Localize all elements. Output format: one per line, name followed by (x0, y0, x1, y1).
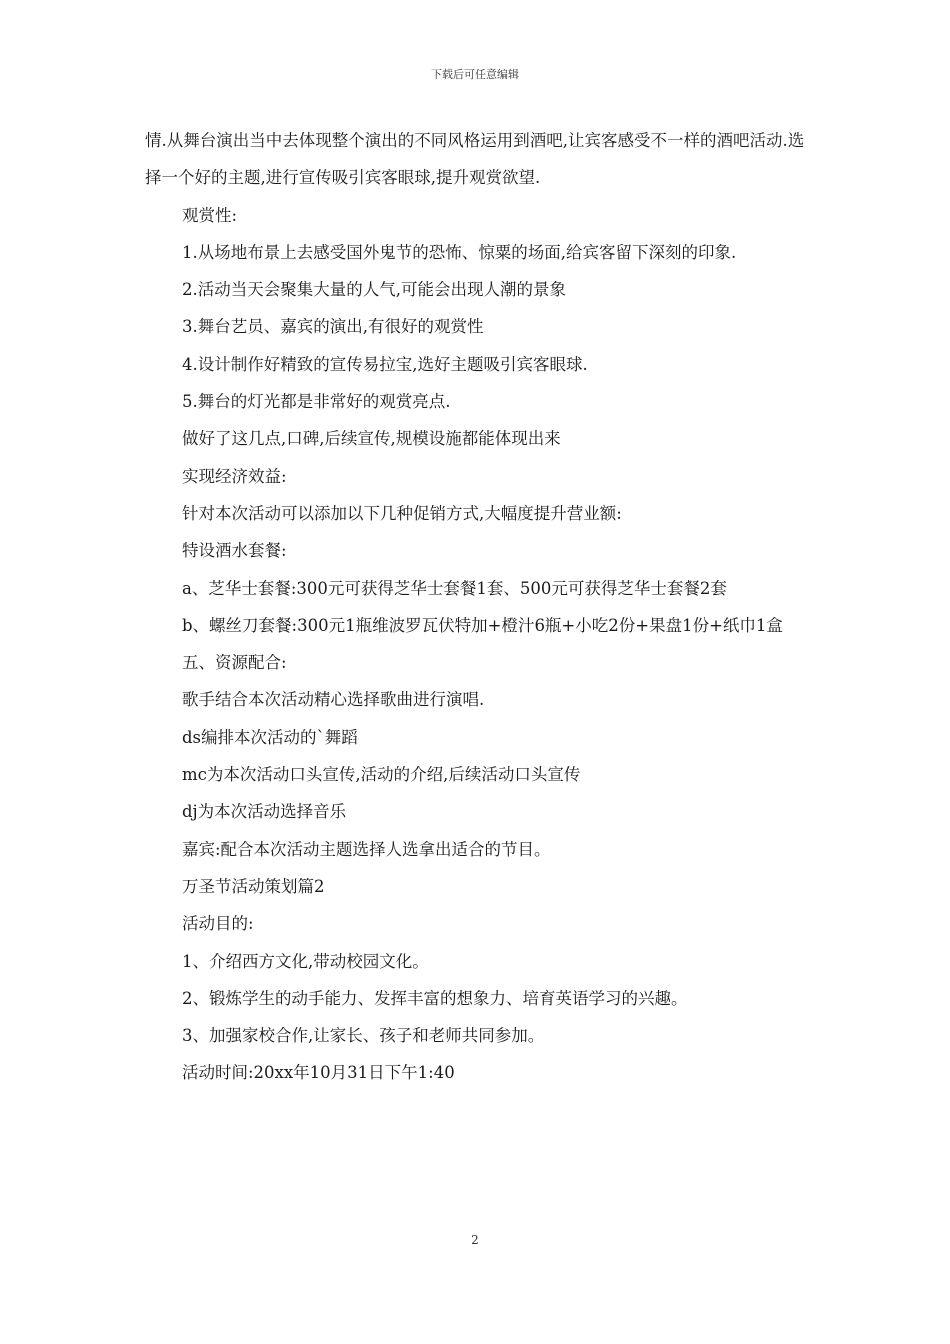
paragraph: 3、加强家校合作,让家长、孩子和老师共同参加。 (182, 1026, 545, 1046)
paragraph: 歌手结合本次活动精心选择歌曲进行演唱. (182, 690, 485, 710)
paragraph: 3.舞台艺员、嘉宾的演出,有很好的观赏性 (182, 317, 484, 337)
paragraph: 针对本次活动可以添加以下几种促销方式,大幅度提升营业额: (182, 503, 622, 523)
paragraph: 5.舞台的灯光都是非常好的观赏亮点. (182, 392, 451, 412)
paragraph: dj为本次活动选择音乐 (182, 802, 347, 822)
paragraph: 做好了这几点,口碑,后续宣传,规模设施都能体现出来 (182, 429, 561, 449)
paragraph: b、螺丝刀套餐:300元1瓶维波罗瓦伏特加+橙汁6瓶+小吃2份+果盘1份+纸巾1盒 (182, 615, 783, 635)
paragraph: mc为本次活动口头宣传,活动的介绍,后续活动口头宣传 (182, 765, 581, 785)
paragraph: ds编排本次活动的`舞蹈 (182, 727, 358, 747)
section-heading: 万圣节活动策划篇2 (182, 876, 325, 896)
paragraph: 嘉宾:配合本次活动主题选择人选拿出适合的节目。 (182, 839, 551, 859)
paragraph: 1.从场地布景上去感受国外鬼节的恐怖、惊粟的场面,给宾客留下深刻的印象. (182, 242, 737, 262)
paragraph: 1、介绍西方文化,带动校园文化。 (182, 951, 429, 971)
page-number: 2 (471, 1233, 479, 1247)
paragraph: 4.设计制作好精致的宣传易拉宝,选好主题吸引宾客眼球. (182, 354, 588, 374)
paragraph: 实现经济效益: (182, 466, 287, 486)
document-body (145, 122, 810, 1092)
paragraph: 2、锻炼学生的动手能力、发挥丰富的想象力、培育英语学习的兴趣。 (182, 988, 688, 1008)
paragraph: 2.活动当天会聚集大量的人气,可能会出现人潮的景象 (182, 280, 566, 300)
paragraph: 活动目的: (182, 914, 254, 934)
paragraph: 活动时间:20xx年10月31日下午1:40 (182, 1063, 455, 1083)
paragraph: 特设酒水套餐: (182, 541, 287, 561)
header-text: 下载后可任意编辑 (431, 68, 519, 81)
paragraph: a、芝华士套餐:300元可获得芝华士套餐1套、500元可获得芝华士套餐2套 (182, 578, 727, 598)
page-header (0, 66, 950, 82)
page-footer (0, 1233, 950, 1247)
paragraph: 观赏性: (182, 205, 238, 225)
paragraph: 情.从舞台演出当中去体现整个演出的不同风格运用到酒吧,让宾客感受不一样的酒吧活动.选择一个好的主题,进行宣传吸引宾客眼球,提升观赏欲望. (145, 131, 805, 188)
paragraph: 五、资源配合: (182, 653, 287, 673)
